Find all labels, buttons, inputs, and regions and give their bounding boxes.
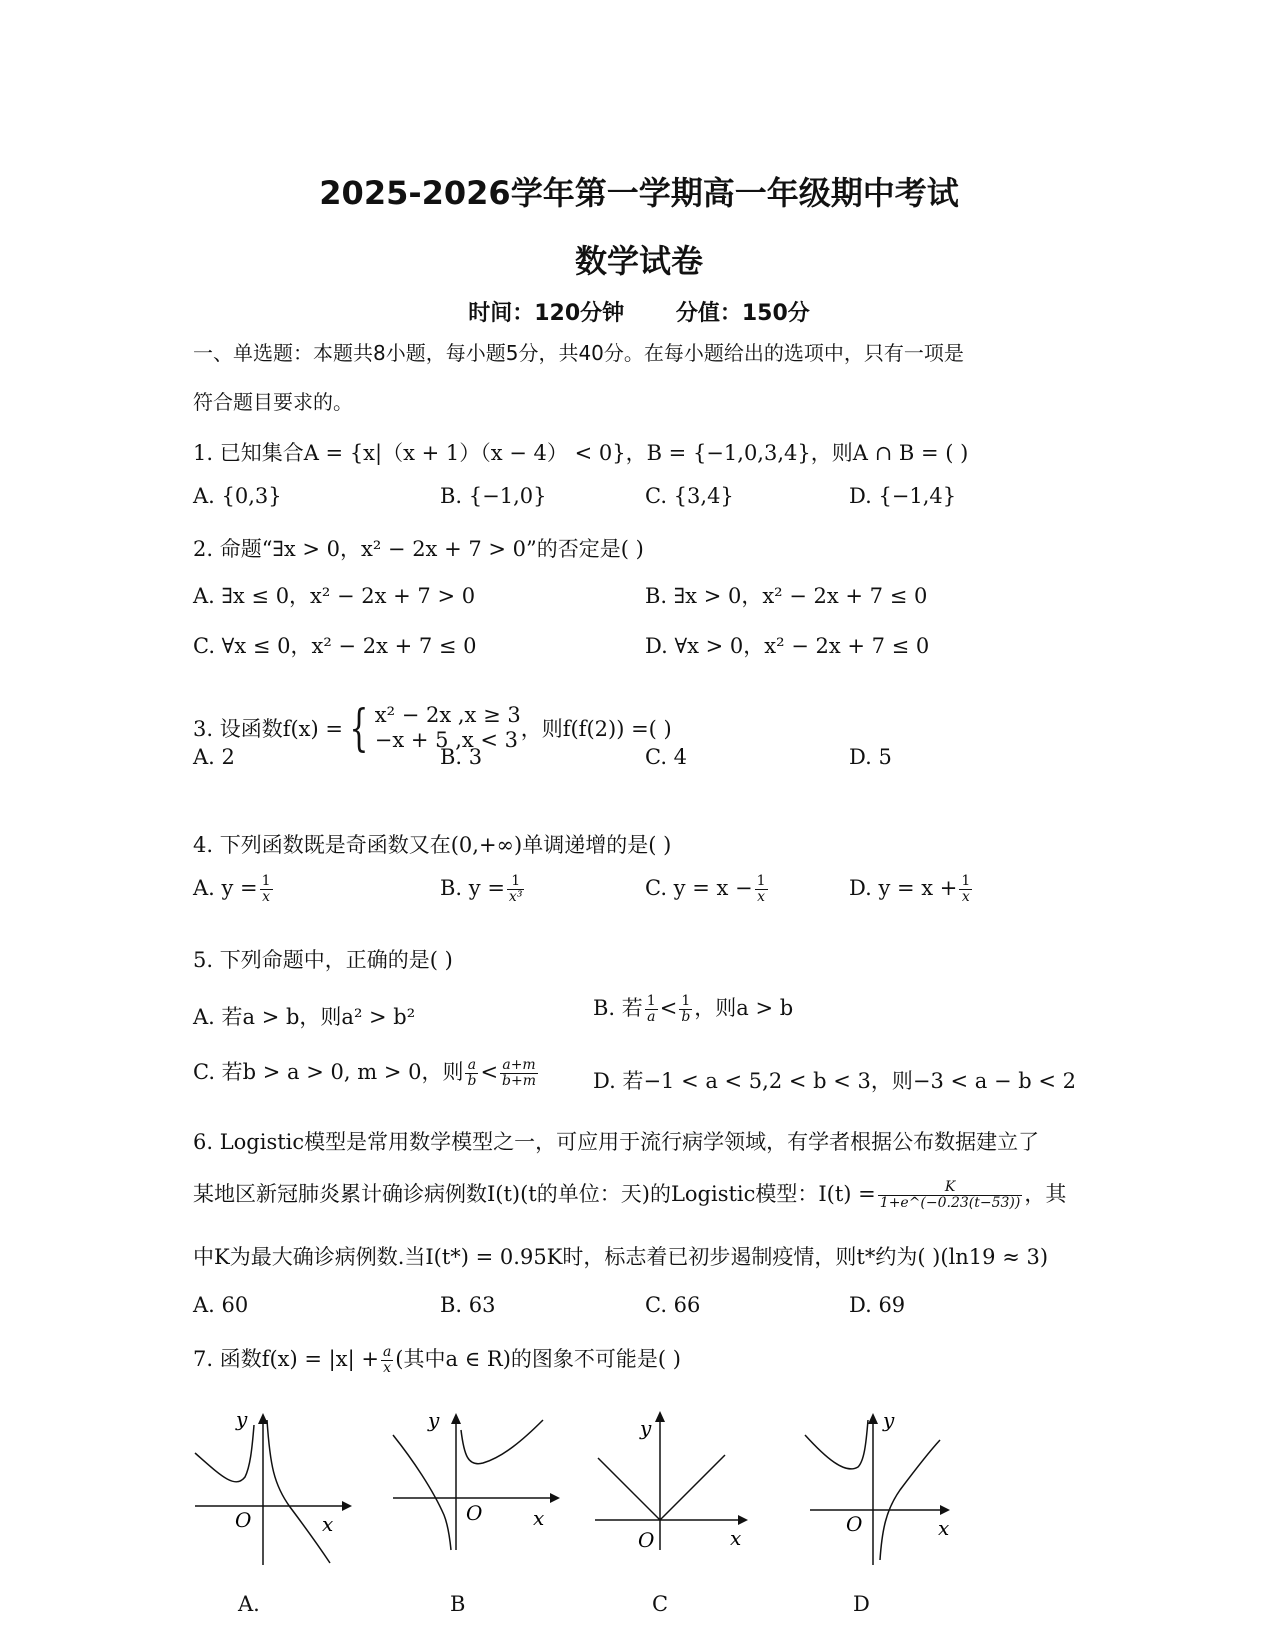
q1-stem: 1. 已知集合A = {x|（x + 1）（x − 4） < 0}，B = {−1,0,3,4}，则A ∩ B = ( ) (193, 441, 969, 465)
q3-stem-pre: 3. 设函数f(x) = (193, 717, 343, 741)
q5-option-a: A. 若a > b，则a² > b² (193, 1005, 416, 1029)
denominator: b (467, 1073, 477, 1089)
origin-label: O (466, 1501, 483, 1525)
q4-option-a-pre: A. y = (193, 876, 258, 900)
q6-line1: 6. Logistic模型是常用数学模型之一，可应用于流行病学领域，有学者根据公布数据建立了 (193, 1130, 1040, 1154)
denominator: x³ (508, 889, 523, 905)
curve-right-branch (267, 1420, 330, 1563)
origin-label: O (235, 1508, 252, 1532)
q7-graph-b-label: B (450, 1592, 466, 1616)
x-arrow-icon (342, 1501, 352, 1511)
q5-option-b-pre: B. 若 (593, 996, 643, 1020)
q4-option-a (193, 874, 275, 905)
q1-option-c: C. {3,4} (645, 484, 734, 508)
numerator: 1 (756, 873, 766, 889)
x-label: x (730, 1526, 742, 1550)
q3-case2: −x + 5 ,x < 3 (374, 728, 519, 752)
curve-left-branch (393, 1435, 451, 1550)
denominator: x (757, 889, 766, 905)
q4-option-c (645, 874, 770, 905)
q6-option-b: B. 63 (440, 1293, 496, 1317)
exam-score: 分值：150分 (675, 301, 810, 326)
curve-right-branch (880, 1440, 940, 1560)
q2-option-a: A. ∃x ≤ 0，x² − 2x + 7 > 0 (193, 584, 476, 608)
denominator: x (961, 889, 970, 905)
q6-option-d: D. 69 (849, 1293, 906, 1317)
q6-option-c: C. 66 (645, 1293, 701, 1317)
q4-option-a-fraction (260, 874, 273, 905)
exam-title: 2025-2026学年第一学期高一年级期中考试 (319, 174, 959, 212)
x-arrow-icon (738, 1515, 748, 1525)
q4-option-d-fraction (959, 874, 972, 905)
y-label: y (428, 1408, 440, 1432)
numerator: 1 (646, 993, 656, 1009)
q4-option-d (849, 874, 974, 905)
q7-fraction (381, 1345, 393, 1376)
q1-option-a: A. {0,3} (193, 484, 282, 508)
q7-stem (193, 1343, 681, 1376)
q5-option-b-mid: < (659, 996, 678, 1020)
numerator: a+m (500, 1058, 538, 1074)
q5-option-c-pre: C. 若b > a > 0, m > 0，则 (193, 1060, 464, 1084)
q7-graph-d (800, 1405, 970, 1570)
y-label: y (236, 1407, 248, 1431)
q5-option-b (593, 992, 793, 1025)
q7-stem-pre: 7. 函数f(x) = |x| + (193, 1347, 379, 1371)
q6-line2-post: ，其 (1024, 1182, 1067, 1206)
q7-graph-b (388, 1405, 568, 1555)
numerator: a (465, 1058, 478, 1074)
exam-subject: 数学试卷 (574, 242, 703, 280)
denominator: a (647, 1009, 656, 1025)
y-label: y (883, 1408, 895, 1432)
q3-option-b: B. 3 (440, 745, 483, 769)
q4-option-b-fraction (507, 874, 525, 905)
q2-option-c: C. ∀x ≤ 0，x² − 2x + 7 ≤ 0 (193, 634, 477, 658)
q5-option-c-fraction2 (500, 1058, 538, 1089)
q3-option-c: C. 4 (645, 745, 688, 769)
curve-right-branch (461, 1420, 543, 1464)
denominator: x (262, 889, 271, 905)
q1-option-d: D. {−1,4} (849, 484, 957, 508)
q5-option-c-mid: < (480, 1060, 499, 1084)
q4-option-b (440, 874, 526, 905)
q4-stem: 4. 下列函数既是奇函数又在(0,+∞)单调递增的是( ) (193, 833, 672, 857)
q7-graph-d-label: D (853, 1592, 870, 1616)
q4-option-c-fraction (755, 874, 768, 905)
q5-option-c (193, 1056, 540, 1089)
q7-graph-a (190, 1405, 360, 1570)
numerator: 1 (507, 874, 525, 890)
q6-line3: 中K为最大确诊病例数.当I(t*) = 0.95K时，标志着已初步遏制疫情，则t*约为( )(ln19 ≈ 3) (193, 1245, 1049, 1269)
origin-label: O (638, 1528, 655, 1552)
q3-option-d: D. 5 (849, 745, 892, 769)
q6-line2 (193, 1178, 1066, 1211)
curve-left-branch (195, 1425, 254, 1482)
x-arrow-icon (940, 1505, 950, 1515)
origin-label: O (846, 1512, 863, 1536)
numerator: K (878, 1180, 1023, 1196)
q5-option-b-post: ，则a > b (694, 996, 794, 1020)
q2-option-b: B. ∃x > 0，x² − 2x + 7 ≤ 0 (645, 584, 928, 608)
q7-stem-post: (其中a ∈ R)的图象不可能是( ) (395, 1347, 681, 1371)
q3-stem-post: ，则f(f(2)) =( ) (520, 717, 672, 741)
q7-graph-a-label: A. (238, 1592, 260, 1616)
exam-time: 时间：120分钟 (468, 301, 625, 326)
q5-option-b-fraction1 (645, 994, 658, 1025)
section-heading-line2: 符合题目要求的。 (193, 390, 353, 414)
q6-line2-pre: 某地区新冠肺炎累计确诊病例数I(t)(t的单位：天)的Logistic模型：I(t) = (193, 1182, 876, 1206)
denominator: x (383, 1360, 392, 1376)
q4-option-b-pre: B. y = (440, 876, 505, 900)
numerator: 1 (679, 994, 692, 1010)
q6-logistic-fraction (878, 1180, 1023, 1211)
denominator: 1+e^(−0.23(t−53)) (879, 1195, 1021, 1211)
x-label: x (533, 1506, 545, 1530)
q5-stem: 5. 下列命题中，正确的是( ) (193, 948, 453, 972)
q5-option-c-fraction1 (465, 1058, 478, 1089)
x-label: x (938, 1516, 950, 1540)
curve-left-branch (805, 1420, 868, 1469)
q1-option-b: B. {−1,0} (440, 484, 547, 508)
q2-stem: 2. 命题“∃x > 0，x² − 2x + 7 > 0”的否定是( ) (193, 537, 644, 561)
denominator: b (681, 1009, 691, 1025)
q2-option-d: D. ∀x > 0，x² − 2x + 7 ≤ 0 (645, 634, 930, 658)
y-arrow-icon (451, 1413, 461, 1424)
q6-option-a: A. 60 (193, 1293, 249, 1317)
left-brace-icon: { (349, 699, 369, 757)
q5-option-d: D. 若−1 < a < 5,2 < b < 3，则−3 < a − b < 2 (593, 1069, 1077, 1093)
y-arrow-icon (655, 1411, 665, 1422)
x-label: x (322, 1512, 334, 1536)
exam-info (0, 296, 1278, 327)
denominator: b+m (502, 1073, 537, 1089)
q4-option-d-pre: D. y = x + (849, 876, 958, 900)
y-arrow-icon (868, 1413, 878, 1424)
q3-option-a: A. 2 (193, 745, 235, 769)
q7-graph-c (590, 1400, 760, 1565)
q4-option-c-pre: C. y = x − (645, 876, 753, 900)
v-shaped-curve (598, 1455, 725, 1520)
numerator: a (382, 1344, 392, 1360)
numerator: 1 (261, 873, 271, 889)
q5-option-b-fraction2 (679, 994, 692, 1025)
q3-case1: x² − 2x ,x ≥ 3 (374, 703, 521, 727)
x-arrow-icon (550, 1493, 560, 1503)
section-heading-line1: 一、单选题：本题共8小题，每小题5分，共40分。在每小题给出的选项中，只有一项是 (193, 341, 964, 365)
y-label: y (640, 1416, 652, 1440)
numerator: 1 (961, 873, 971, 889)
q7-graph-c-label: C (652, 1592, 669, 1616)
